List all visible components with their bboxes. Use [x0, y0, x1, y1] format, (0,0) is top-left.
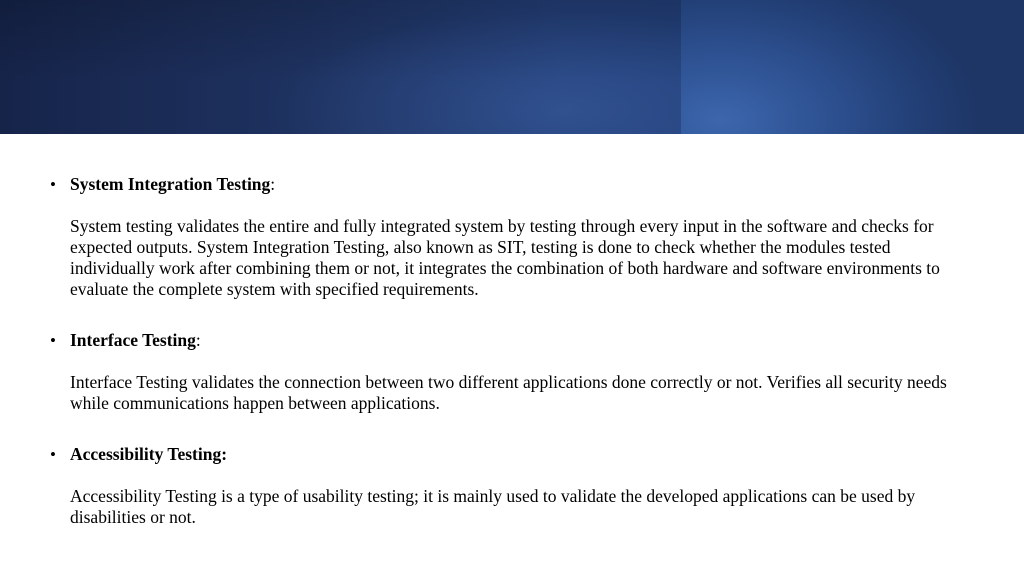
- banner-right-panel: [681, 0, 1024, 134]
- item-title: System Integration Testing: [70, 174, 271, 194]
- item-description: Interface Testing validates the connection between two different applications done correctly or not. Verifies all security needs while communications happen between applications.: [70, 372, 947, 413]
- list-item-system-integration-testing: [50, 174, 960, 300]
- item-title: Accessibility Testing:: [70, 444, 228, 464]
- list-item-body: [70, 330, 960, 414]
- item-description: Accessibility Testing is a type of usability testing; it is mainly used to validate the developed applications can be used by disabilities or not.: [70, 486, 916, 527]
- list-item-body: [70, 444, 960, 528]
- item-title: Interface Testing: [70, 330, 196, 350]
- item-description: System testing validates the entire and fully integrated system by testing through every input in the software and checks for expected outputs. System Integration Testing, also known as SIT, testing is done to check whether the modules tested individually work after combining them or not, it integrates the combination of both hardware and software environments to evaluate the complete system with specified requirements.: [70, 216, 940, 299]
- bullet-icon: •: [50, 175, 56, 194]
- banner-left-panel: [0, 0, 681, 134]
- bullet-icon: •: [50, 331, 56, 350]
- item-title-suffix: :: [270, 174, 276, 194]
- header-banner: [0, 0, 1024, 134]
- item-heading: [70, 444, 960, 465]
- list-item-interface-testing: [50, 330, 960, 414]
- slide-content: [50, 174, 960, 558]
- item-title-suffix: :: [195, 330, 201, 350]
- item-heading: [70, 330, 960, 351]
- list-item-body: [70, 174, 960, 300]
- item-heading: [70, 174, 960, 195]
- bullet-icon: •: [50, 445, 56, 464]
- list-item-accessibility-testing: [50, 444, 960, 528]
